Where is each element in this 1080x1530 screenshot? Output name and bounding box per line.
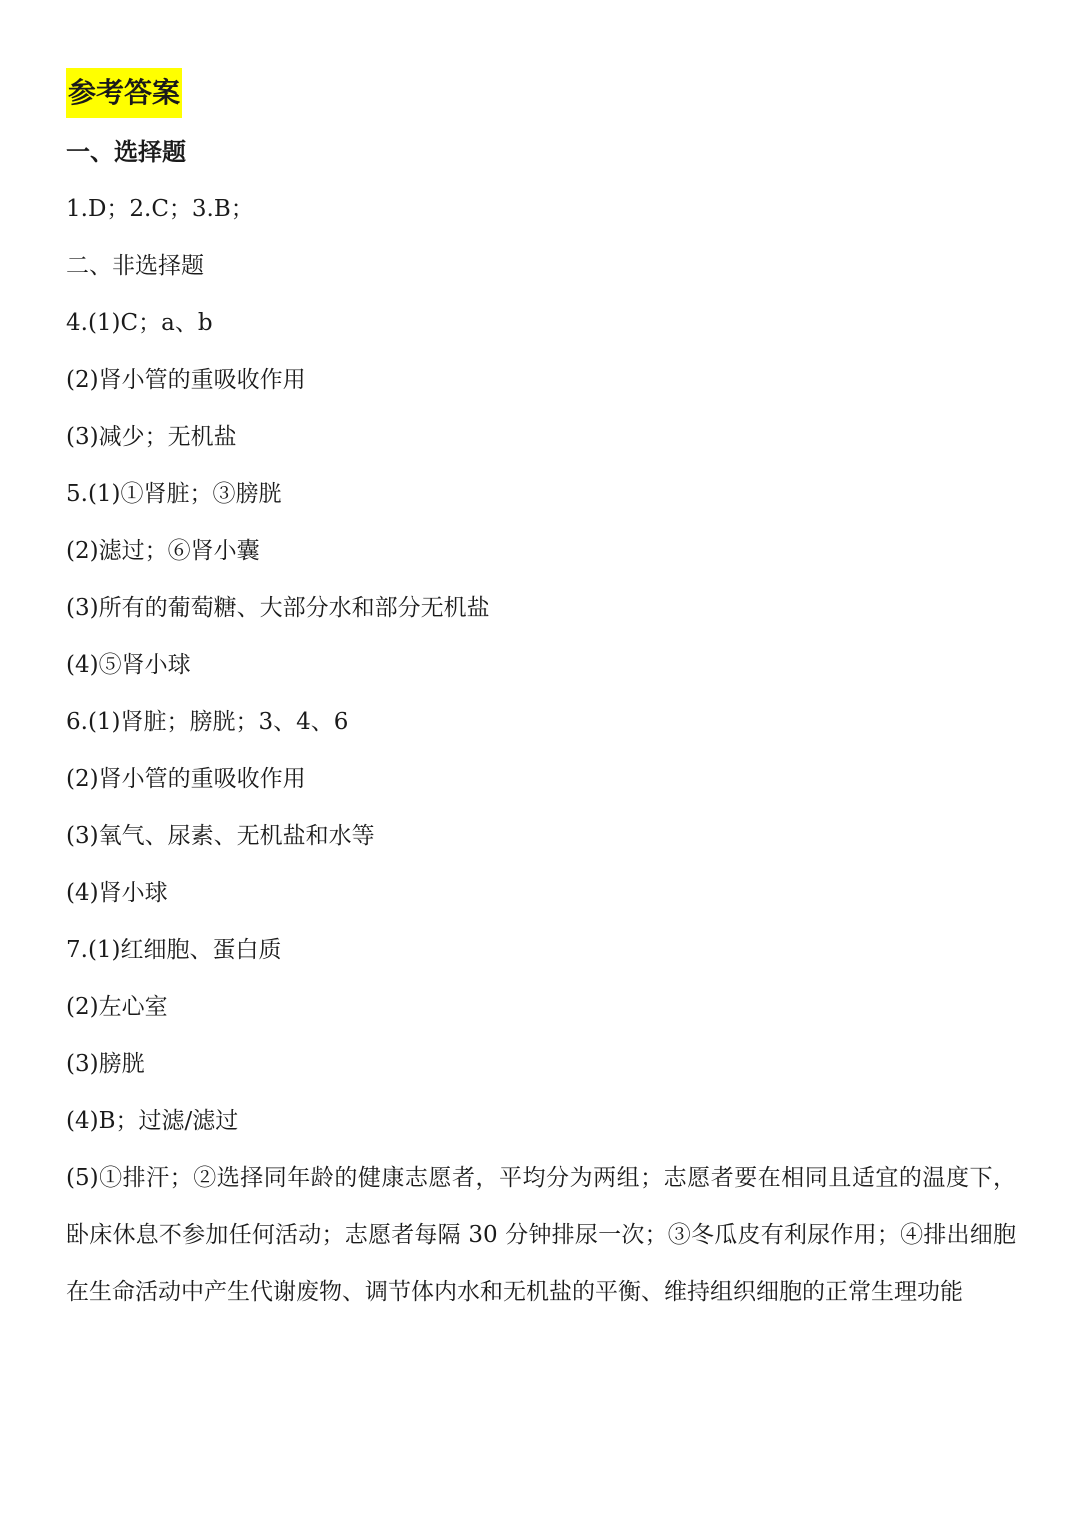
answer-line-5-2: (2)滤过；⑥肾小囊 bbox=[66, 538, 260, 564]
answer-line-5-4: (4)⑤肾小球 bbox=[66, 652, 191, 678]
section-heading-nonchoice: 二、非选择题 bbox=[66, 253, 204, 279]
answer-line-4-2: (2)肾小管的重吸收作用 bbox=[66, 367, 306, 393]
answer-line-4-3: (3)减少；无机盐 bbox=[66, 424, 237, 450]
answer-line-6-4: (4)肾小球 bbox=[66, 880, 168, 906]
answer-line-6-1: 6.(1)肾脏；膀胱；3、4、6 bbox=[66, 709, 349, 735]
answer-paragraph-7-5: (5)①排汗；②选择同年龄的健康志愿者，平均分为两组；志愿者要在相同且适宜的温度下，卧床休息不参加任何活动；志愿者每隔 30 分钟排尿一次；③冬瓜皮有利尿作用；④排出细胞在生命活动中产生代谢废物、调节体内水和无机盐的平衡、维持组织细胞的正常生理功能 bbox=[66, 1165, 1016, 1305]
page-title: 参考答案 bbox=[66, 68, 182, 118]
answer-line-5-1: 5.(1)①肾脏；③膀胱 bbox=[66, 481, 282, 507]
answer-line-7-4: (4)B；过滤/滤过 bbox=[66, 1108, 239, 1134]
answer-line-6-3: (3)氧气、尿素、无机盐和水等 bbox=[66, 823, 375, 849]
answer-document bbox=[66, 68, 1026, 1321]
answer-line-1-3: 1.D；2.C；3.B； bbox=[66, 196, 254, 222]
answer-line-4-1: 4.(1)C；a、b bbox=[66, 310, 213, 336]
answer-line-7-3: (3)膀胱 bbox=[66, 1051, 145, 1077]
section-heading-choice: 一、选择题 bbox=[66, 138, 186, 166]
answer-line-6-2: (2)肾小管的重吸收作用 bbox=[66, 766, 306, 792]
answer-line-7-2: (2)左心室 bbox=[66, 994, 168, 1020]
answer-line-7-1: 7.(1)红细胞、蛋白质 bbox=[66, 937, 282, 963]
answer-line-5-3: (3)所有的葡萄糖、大部分水和部分无机盐 bbox=[66, 595, 490, 621]
